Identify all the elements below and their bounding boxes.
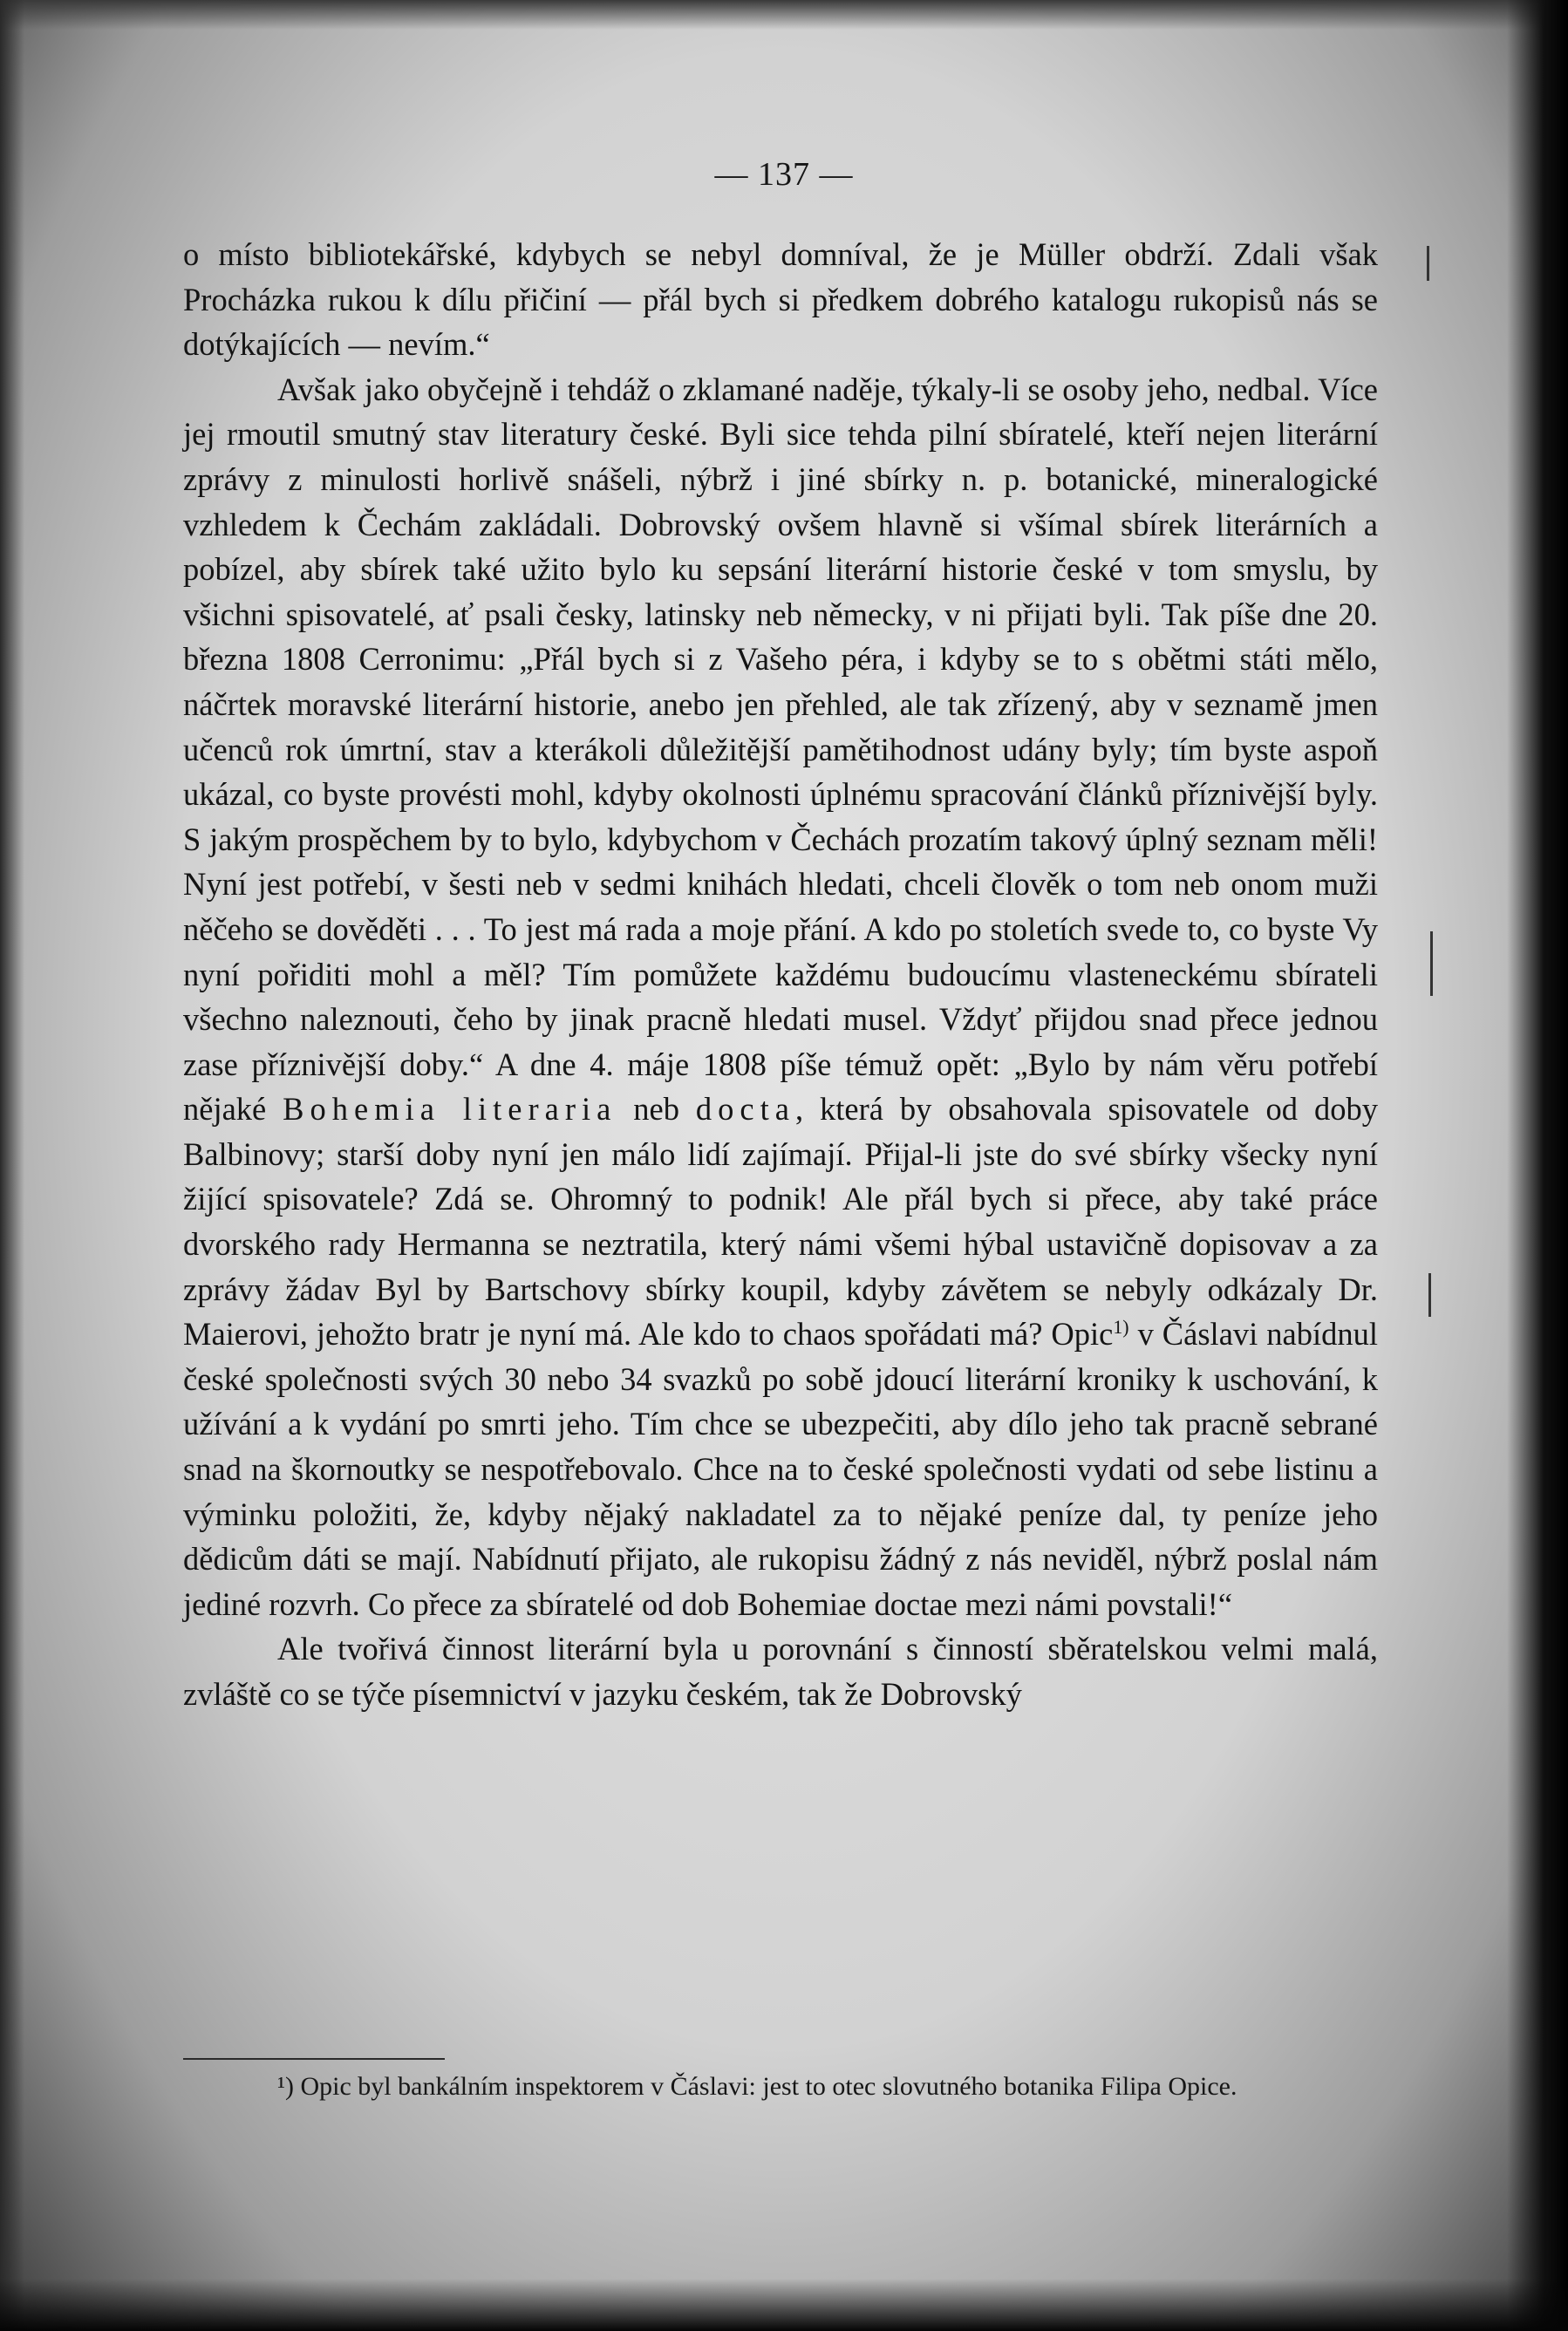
footnote-text bbox=[183, 2069, 1378, 2105]
paragraph-3: Ale tvořivá činnost literární byla u porovnání s činností sběratelskou velmi malá, zvláště co se týče písemnictví v jazyku českém, tak že Dobrovský bbox=[183, 1631, 1378, 1712]
footnote-reference: 1) bbox=[1113, 1316, 1129, 1339]
paragraph-2-part-3: , která by obsahovala spisovatele od doby Balbinovy; starší doby nyní jen málo lidí zajímají. Přijal-li jste do své sbírky všecky nyní žijící spisovatele? Zdá se. Ohromný to podnik! Ale přál bych si přece, aby také práce dvorského rady Hermanna se neztratila, který námi všemi hýbal ustavičně dopisovav a za zprávy žádav Byl by Bartschovy sbírky koupil, kdyby závětem se nebyly odkázaly Dr. Maierovi, jehožto bratr je nyní má. Ale kdo to chaos spořádati má? Opic bbox=[183, 1091, 1378, 1353]
paragraph-2-part-4: v Čáslavi nabídnul české společnosti svých 30 nebo 34 svazků po sobě jdoucí literární kroniky k uschování, k užívání a k vydání po smrti jeho. Tím chce se ubezpečiti, aby dílo jeho tak pracně sebrané snad na škornoutky se nespotřebovalo. Chce na to české společnosti vydati od sebe listinu a výminku položiti, že, kdyby nějaký nakladatel za to nějaké peníze dal, ty peníze jeho dědicům dáti se mají. Nabídnutí přijato, ale rukopisu žádný z nás neviděl, nýbrž poslal nám jediné rozvrh. Co přece za sbíratelé od dob Bohemiae doctae mezi námi povstali!“ bbox=[183, 1316, 1378, 1622]
body-text bbox=[183, 232, 1378, 1717]
margin-mark bbox=[1430, 970, 1433, 996]
footnote-divider bbox=[183, 2058, 445, 2060]
paragraph-2 bbox=[183, 367, 1378, 1627]
paragraph-2-part-1: Avšak jako obyčejně i tehdáž o zklamané naděje, týkaly-li se osoby jeho, nedbal. Více jej rmoutil smutný stav literatury české. Byli sice tehda pilní sbíratelé, kteří nejen literární zprávy z minulosti horlivě snášeli, nýbrž i jiné sbírky n. p. botanické, mineralogické vzhledem k Čechám zakládali. Dobrovský ovšem hlavně si všímal sbírek literárních a pobízel, aby sbírek také užito bylo ku sepsání literární historie české v tom smyslu, by všichni spisovatelé, ať psali česky, latinsky neb německy, v ni přijati byli. Tak píše dne 20. března 1808 Cerronimu: „Přál bych si z Vašeho péra, i kdyby se to s obětmi státi mělo, náčrtek moravské literární historie, anebo jen přehled, ale tak zřízený, aby v seznamě jmen učenců rok úmrtní, stav a kterákoli důležitější pamětihodnost udány byly; tím byste aspoň ukázal, co byste provésti mohl, kdyby okolnosti úplnému spracování článků příznivější byly. S jakým prospěchem by to bylo, kdybychom v Čechách prozatím takový úplný seznam měli! Nyní jest potřebí, v šesti neb v sedmi knihách hledati, chceli člověk o tom neb onom muži něčeho se dověděti . . . To jest má rada a moje přání. A kdo po stoletích svede to, co byste Vy nyní pořiditi mohl a měl? Tím pomůžete každému budoucímu vlasteneckému sbírateli všechno naleznouti, čeho by jinak pracně hledati musel. Vždyť přijdou snad přece jednou zase příznivější doby.“ A dne 4. máje 1808 píše témuž opět: „Bylo by nám věru potřebí nějaké bbox=[183, 371, 1378, 1128]
footnote bbox=[183, 2069, 1378, 2105]
paragraph-1: o místo bibliotekářské, kdybych se nebyl domníval, že je Müller obdrží. Zdali však Procházka rukou k dílu přičiní — přál bych si předkem dobrého katalogu rukopisů nás se dotýkajících — nevím.“ bbox=[183, 236, 1378, 363]
scan-shadow-right bbox=[1507, 0, 1568, 2331]
paragraph-2-part-2: neb bbox=[617, 1091, 696, 1128]
docta: docta bbox=[695, 1091, 795, 1128]
bohemia-literaria: Bohemia literaria bbox=[283, 1091, 617, 1128]
scan-shadow-bottom bbox=[0, 2279, 1568, 2331]
scan-shadow-left bbox=[0, 0, 24, 2331]
footnote-marker: ¹) bbox=[277, 2072, 294, 2101]
page-number: — 137 — bbox=[714, 156, 854, 193]
footnote-body: Opic byl bankálním inspektorem v Čáslavi: jest to otec slovutného botanika Filipa Opice. bbox=[293, 2072, 1237, 2101]
scan-shadow-top bbox=[0, 0, 1568, 30]
margin-mark bbox=[1428, 1273, 1431, 1317]
margin-mark bbox=[1427, 246, 1429, 281]
